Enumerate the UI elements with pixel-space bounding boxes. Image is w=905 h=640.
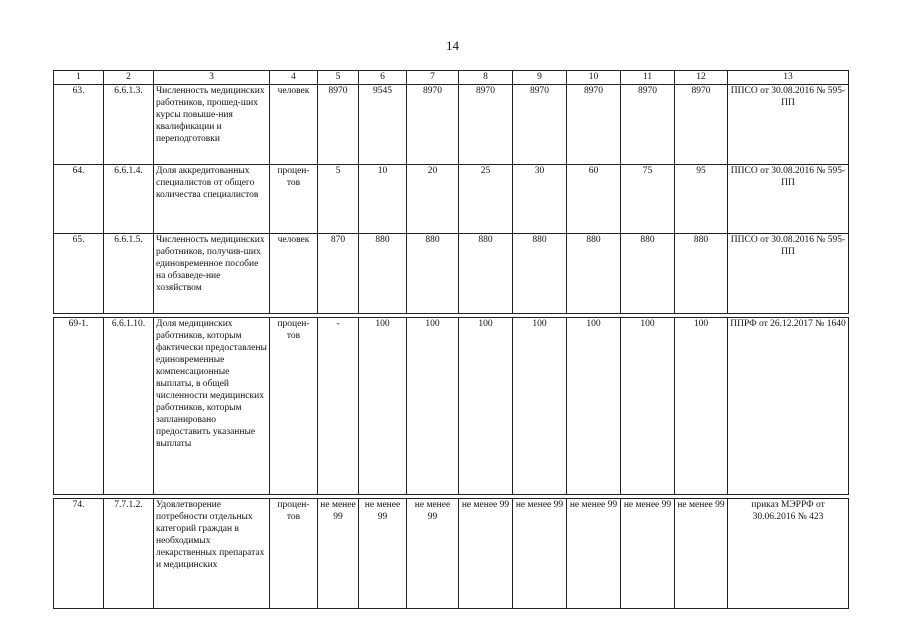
value-cell: 8970 [407, 85, 459, 165]
value-cell: 880 [621, 234, 675, 314]
value-cell: 8970 [459, 85, 513, 165]
value-cell: 9545 [359, 85, 407, 165]
value-cell: 10 [359, 165, 407, 234]
value-cell: 100 [567, 318, 621, 495]
value-cell: не менее 99 [675, 499, 728, 609]
source-cell: ППСО от 30.08.2016 № 595-ПП [728, 165, 849, 234]
page-number: 14 [446, 38, 459, 53]
value-cell: 100 [407, 318, 459, 495]
header-cell: 5 [318, 71, 359, 85]
header-cell: 6 [359, 71, 407, 85]
indicator-name: Численность медицинских работников, получив-ших единовременное пособие на обзаведе-ние хозяйством [154, 234, 270, 314]
row-number: 63. [54, 85, 104, 165]
value-cell: 8970 [567, 85, 621, 165]
value-cell: не менее 99 [407, 499, 459, 609]
value-cell: не менее 99 [621, 499, 675, 609]
source-cell: приказ МЭРРФ от 30.06.2016 № 423 [728, 499, 849, 609]
indicator-code: 6.6.1.10. [104, 318, 154, 495]
value-cell: 880 [675, 234, 728, 314]
header-row [54, 71, 849, 85]
value-cell: 100 [513, 318, 567, 495]
value-cell: 100 [675, 318, 728, 495]
table-row [54, 499, 849, 609]
header-cell: 9 [513, 71, 567, 85]
header-cell: 2 [104, 71, 154, 85]
value-cell: 5 [318, 165, 359, 234]
table-row [54, 318, 849, 495]
value-cell: 880 [513, 234, 567, 314]
header-cell: 12 [675, 71, 728, 85]
indicator-name: Доля медицинских работников, которым фактически предоставлены единовременные компенсационные выплаты, в общей численности медицинских работников, которым запланировано предоставить указанные выплаты [154, 318, 270, 495]
value-cell: не менее 99 [567, 499, 621, 609]
header-cell: 10 [567, 71, 621, 85]
header-cell: 3 [154, 71, 270, 85]
source-cell: ППРФ от 26.12.2017 № 1640 [728, 318, 849, 495]
value-cell: 60 [567, 165, 621, 234]
source-cell: ППСО от 30.08.2016 № 595-ПП [728, 85, 849, 165]
value-cell: 95 [675, 165, 728, 234]
header-cell: 4 [270, 71, 318, 85]
unit-cell: человек [270, 85, 318, 165]
indicator-code: 7.7.1.2. [104, 499, 154, 609]
row-number: 74. [54, 499, 104, 609]
table-row [54, 165, 849, 234]
value-cell: 8970 [513, 85, 567, 165]
value-cell: 880 [459, 234, 513, 314]
value-cell: не менее 99 [318, 499, 359, 609]
value-cell: 75 [621, 165, 675, 234]
header-cell: 13 [728, 71, 849, 85]
value-cell: 20 [407, 165, 459, 234]
value-cell: не менее 99 [459, 499, 513, 609]
indicator-name: Удовлетворение потребности отдельных категорий граждан в необходимых лекарственных препаратах и медицинских [154, 499, 270, 609]
header-cell: 7 [407, 71, 459, 85]
value-cell: 100 [621, 318, 675, 495]
value-cell: 8970 [621, 85, 675, 165]
value-cell: 30 [513, 165, 567, 234]
indicator-code: 6.6.1.3. [104, 85, 154, 165]
indicators-table [53, 70, 849, 609]
indicator-code: 6.6.1.5. [104, 234, 154, 314]
value-cell: 100 [359, 318, 407, 495]
header-cell: 1 [54, 71, 104, 85]
row-number: 64. [54, 165, 104, 234]
table-row [54, 234, 849, 314]
value-cell: 880 [567, 234, 621, 314]
header-cell: 8 [459, 71, 513, 85]
value-cell: 880 [359, 234, 407, 314]
value-cell: 25 [459, 165, 513, 234]
value-cell: 880 [407, 234, 459, 314]
value-cell: 870 [318, 234, 359, 314]
value-cell: не менее 99 [513, 499, 567, 609]
indicator-name: Доля аккредитованных специалистов от общего количества специалистов [154, 165, 270, 234]
value-cell: 8970 [675, 85, 728, 165]
value-cell: 100 [459, 318, 513, 495]
row-number: 65. [54, 234, 104, 314]
value-cell: не менее 99 [359, 499, 407, 609]
unit-cell: процен-тов [270, 165, 318, 234]
unit-cell: процен-тов [270, 318, 318, 495]
value-cell: - [318, 318, 359, 495]
unit-cell: человек [270, 234, 318, 314]
table-row [54, 85, 849, 165]
indicator-name: Численность медицинских работников, прошед-ших курсы повыше-ния квалификации и переподготовки [154, 85, 270, 165]
unit-cell: процен-тов [270, 499, 318, 609]
row-number: 69-1. [54, 318, 104, 495]
source-cell: ППСО от 30.08.2016 № 595-ПП [728, 234, 849, 314]
indicator-code: 6.6.1.4. [104, 165, 154, 234]
header-cell: 11 [621, 71, 675, 85]
value-cell: 8970 [318, 85, 359, 165]
